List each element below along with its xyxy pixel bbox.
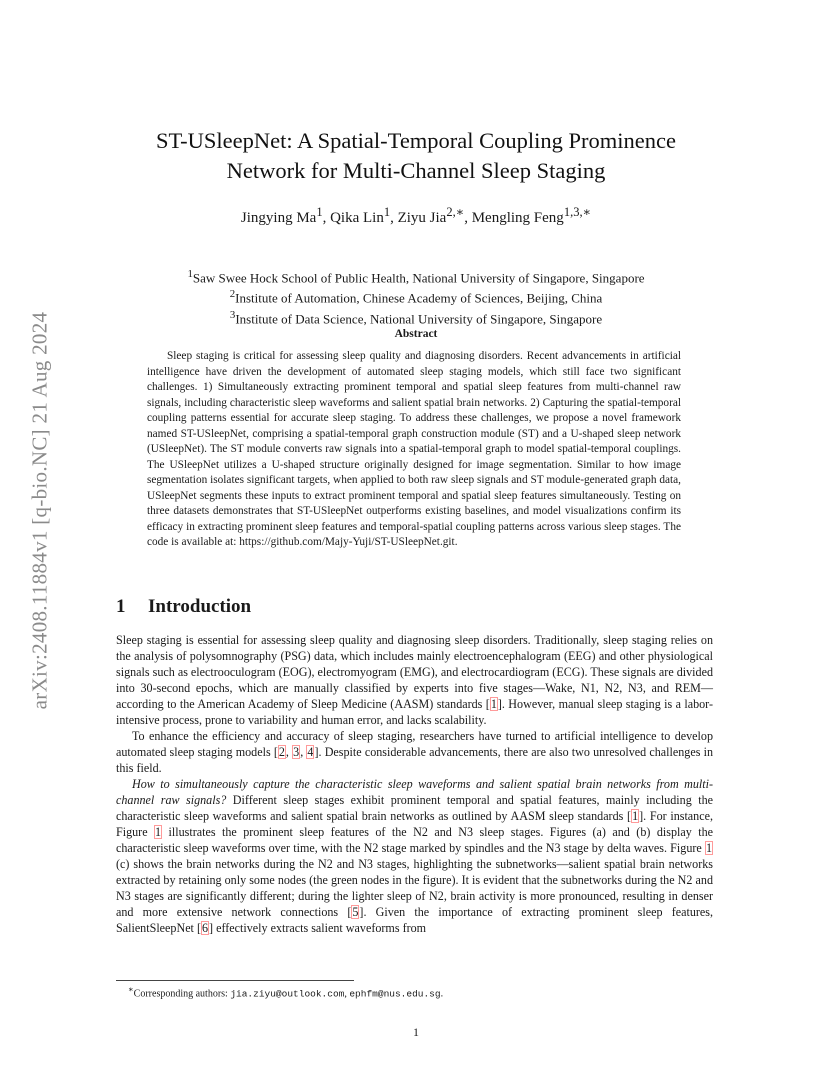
- footnote: ∗Corresponding authors: jia.ziyu@outlook.com, ephfm@nus.edu.sg.: [128, 985, 444, 1000]
- research-question: How to simultaneously capture the characteristic sleep waveforms and salient spatial brain networks from multi-channel raw signals?: [116, 777, 713, 807]
- introduction-body: [116, 632, 713, 936]
- page-number: 1: [413, 1025, 419, 1039]
- section-number: 1: [116, 596, 126, 617]
- author-name: Qika Lin: [330, 210, 384, 226]
- citation-link[interactable]: 5: [352, 905, 359, 919]
- citation-link[interactable]: 6: [201, 921, 209, 935]
- author-list: Jingying Ma$^1$, Qika Lin$^1$, Ziyu Jia$^{2,∗}$, Mengling Feng$^{1,3,∗}$: [240, 205, 592, 226]
- author-name: Mengling Feng: [471, 210, 564, 226]
- title-line-1: ST-USleepNet: A Spatial-Temporal Coupling Prominence: [155, 128, 677, 153]
- paragraph-1: Sleep staging is essential for assessing sleep quality and diagnosing sleep disorders. Traditionally, sleep staging relies on the analysis of polysomnography (PSG) data, which includes mainly electroencephalogram (EEG) and other physiological signals such as electrooculogram (EOG), electromyogram (EMG), and electrocardiogram (ECG). These signals are divided into 30-second epochs, which are manually classified by experts into five stages—Wake, N1, N2, N3, and REM—according to the American Academy of Sleep Medicine (AASM) standards [1]. However, manual sleep staging is a labor-intensive process, prone to variability and human error, and lacks scalability.: [116, 633, 713, 727]
- author-affiliation-mark: 1,3,∗: [563, 205, 592, 219]
- section-heading-introduction: [116, 596, 716, 618]
- figure-reference-link[interactable]: 1: [705, 841, 712, 855]
- figure-reference-link[interactable]: 1: [155, 825, 162, 839]
- affiliation: $^1$Saw Swee Hock School of Public Health, National University of Singapore, Singapore: [187, 268, 645, 286]
- author-affiliation-mark: 1: [316, 205, 323, 219]
- email-address: ephfm@nus.edu.sg: [349, 988, 441, 1000]
- author-name: Ziyu Jia: [397, 210, 447, 226]
- paragraph-3: How to simultaneously capture the characteristic sleep waveforms and salient spatial brain networks from multi-channel raw signals? Different sleep stages exhibit prominent temporal and spatial features, mainly including the characteristic sleep waveforms and salient spatial brain networks as outlined by AASM sleep standards [1]. For instance, Figure 1 illustrates the prominent sleep features of the N2 and N3 sleep stages. Figures (a) and (b) display the characteristic sleep waveforms over time, with the N2 stage marked by spindles and the N3 stage by delta waves. Figure 1 (c) shows the brain networks during the N2 and N3 stages, highlighting the subnetworks—salient spatial brain networks extracted by retaining only some nodes (the green nodes in the figure). It is evident that the subnetworks during the N2 and N3 stages are significantly different; during the lighter sleep of N2, brain activity is more pronounced, resulting in denser and more extensive network connections [5]. Given the importance of extracting prominent sleep features, SalientSleepNet [6] effectively extracts salient waveforms from: [116, 777, 713, 935]
- citation-link[interactable]: 2: [278, 745, 285, 759]
- arxiv-identifier: [29, 267, 51, 754]
- citation-link[interactable]: 4: [307, 745, 314, 759]
- affiliation-list: [116, 266, 716, 327]
- affiliation: $^2$Institute of Automation, Chinese Academy of Sciences, Beijing, China: [229, 288, 603, 306]
- affiliation: $^3$Institute of Data Science, National University of Singapore, Singapore: [229, 308, 603, 326]
- citation-link[interactable]: 1: [632, 809, 639, 823]
- citation-link[interactable]: 1: [490, 697, 497, 711]
- paper-title: [116, 126, 716, 186]
- footnote-rule: [116, 980, 354, 981]
- section-title: Introduction: [148, 596, 252, 617]
- email-address: jia.ziyu@outlook.com: [230, 988, 345, 1000]
- paragraph-2: To enhance the efficiency and accuracy of sleep staging, researchers have turned to artificial intelligence to develop automated sleep staging models [2, 3, 4]. Despite considerable advancements, there are also two unresolved challenges in this field.: [116, 729, 714, 775]
- abstract-body: [147, 349, 681, 551]
- author-affiliation-mark: 2,∗: [446, 205, 465, 219]
- title-line-2: Network for Multi-Channel Sleep Staging: [226, 158, 606, 183]
- author-affiliation-mark: 1: [383, 205, 391, 219]
- citation-link[interactable]: 3: [293, 745, 300, 759]
- author-name: Jingying Ma: [240, 210, 317, 226]
- arxiv-identifier-text: arXiv:2408.11884v1 [q-bio.NC] 21 Aug 2024: [27, 311, 52, 710]
- abstract-heading: Abstract: [394, 328, 438, 340]
- abstract-paragraph: Sleep staging is critical for assessing sleep quality and diagnosing disorders. Recent advancements in artificial intelligence have driven the development of automated sleep staging models, which still face two significant challenges. 1) Simultaneously extracting prominent temporal and spatial sleep features from multi-channel raw signals, including characteristic sleep waveforms and salient spatial brain networks. 2) Capturing the spatial-temporal coupling patterns essential for accurate sleep staging. To address these challenges, we propose a novel framework named ST-USleepNet, comprising a spatial-temporal graph construction module (ST) and a U-shaped sleep network (USleepNet). The ST module converts raw signals into a spatial-temporal graph to model spatial-temporal couplings. The USleepNet utilizes a U-shaped structure originally designed for image segmentation. Similar to how image segmentation isolates significant targets, when applied to both raw sleep signals and ST module-generated graph data, USleepNet segments these inputs to extract prominent temporal and spatial sleep features simultaneously. Testing on three datasets demonstrates that ST-USleepNet outperforms existing baselines, and model visualizations confirm its efficacy in extracting prominent sleep features and temporal-spatial coupling patterns across various sleep stages. The code is available at: https://github.com/Majy-Yuji/ST-USleepNet.git.: [147, 350, 681, 548]
